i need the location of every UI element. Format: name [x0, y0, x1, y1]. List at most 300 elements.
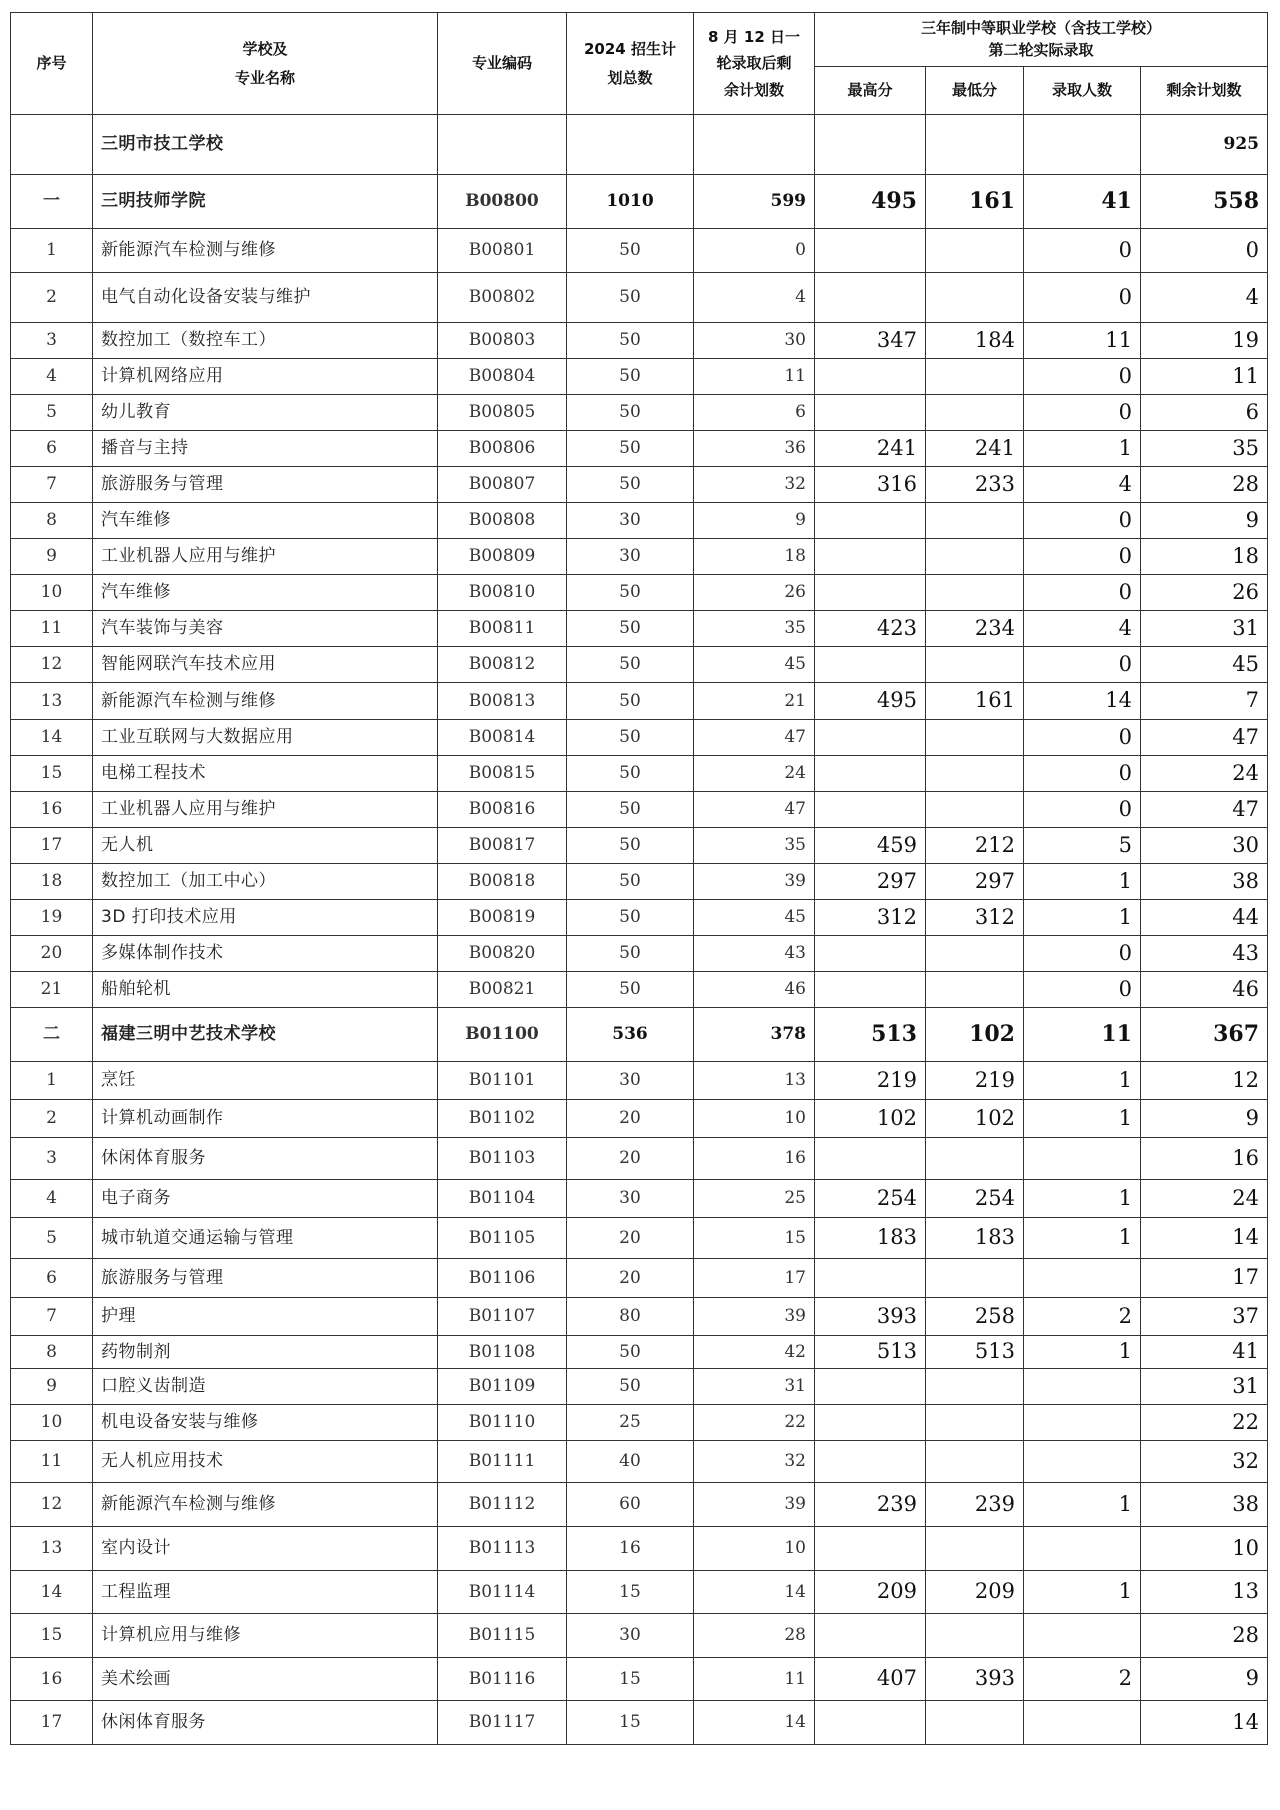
major-name: 无人机应用技术: [93, 1441, 438, 1483]
major-max-score: 254: [815, 1180, 926, 1218]
major-min-score: 513: [926, 1336, 1024, 1369]
major-plan: 20: [567, 1259, 694, 1298]
major-admitted: 0: [1024, 792, 1141, 828]
major-plan: 15: [567, 1571, 694, 1614]
major-seq: 10: [11, 1405, 93, 1441]
major-remain-r1: 30: [694, 323, 815, 359]
major-remain-r1: 45: [694, 647, 815, 683]
city-seq: [11, 115, 93, 175]
major-plan: 50: [567, 900, 694, 936]
major-admitted: 0: [1024, 503, 1141, 539]
major-code: B00809: [438, 539, 567, 575]
major-remaining: 11: [1141, 359, 1268, 395]
major-code: B00821: [438, 972, 567, 1008]
major-row: [11, 273, 1268, 323]
major-name: 美术绘画: [93, 1658, 438, 1701]
major-max-score: [815, 720, 926, 756]
city-admitted: [1024, 115, 1141, 175]
major-row: [11, 1336, 1268, 1369]
major-name: 工业机器人应用与维护: [93, 792, 438, 828]
major-remain-r1: 32: [694, 1441, 815, 1483]
major-plan: 80: [567, 1298, 694, 1336]
major-plan: 30: [567, 1180, 694, 1218]
major-seq: 1: [11, 1062, 93, 1100]
major-remaining: 24: [1141, 1180, 1268, 1218]
major-max-score: [815, 539, 926, 575]
school-code: B01100: [438, 1008, 567, 1062]
major-row: [11, 1138, 1268, 1180]
major-name: 数控加工（加工中心）: [93, 864, 438, 900]
major-remaining: 30: [1141, 828, 1268, 864]
major-min-score: [926, 756, 1024, 792]
major-admitted: 1: [1024, 1062, 1141, 1100]
major-admitted: 1: [1024, 1100, 1141, 1138]
header-name-line1: 学校及: [242, 40, 288, 58]
major-remain-r1: 22: [694, 1405, 815, 1441]
major-row: [11, 1259, 1268, 1298]
city-max: [815, 115, 926, 175]
major-max-score: [815, 1405, 926, 1441]
major-min-score: [926, 720, 1024, 756]
major-code: B00806: [438, 431, 567, 467]
table-body: [11, 115, 1268, 1745]
major-code: B00808: [438, 503, 567, 539]
header-plan-line1: 2024 招生计: [584, 40, 676, 58]
major-min-score: [926, 503, 1024, 539]
city-name: 三明市技工学校: [93, 115, 438, 175]
major-max-score: [815, 395, 926, 431]
major-code: B00804: [438, 359, 567, 395]
major-name: 工业机器人应用与维护: [93, 539, 438, 575]
header-group-line1: 三年制中等职业学校（含技工学校）: [921, 18, 1162, 37]
major-name: 口腔义齿制造: [93, 1369, 438, 1405]
major-name: 新能源汽车检测与维修: [93, 229, 438, 273]
major-plan: 20: [567, 1218, 694, 1259]
header-name-line2: 专业名称: [234, 68, 295, 87]
major-seq: 19: [11, 900, 93, 936]
major-min-score: [926, 395, 1024, 431]
major-admitted: [1024, 1527, 1141, 1571]
major-seq: 11: [11, 1441, 93, 1483]
major-code: B01108: [438, 1336, 567, 1369]
major-plan: 40: [567, 1441, 694, 1483]
major-remain-r1: 43: [694, 936, 815, 972]
major-plan: 20: [567, 1100, 694, 1138]
admission-table: [10, 12, 1268, 1745]
major-min-score: [926, 1441, 1024, 1483]
major-max-score: 347: [815, 323, 926, 359]
major-code: B00801: [438, 229, 567, 273]
major-plan: 50: [567, 467, 694, 503]
major-max-score: [815, 1701, 926, 1745]
major-name: 城市轨道交通运输与管理: [93, 1218, 438, 1259]
header-plan-line2: 划总数: [607, 68, 653, 87]
major-min-score: 212: [926, 828, 1024, 864]
major-admitted: 4: [1024, 611, 1141, 647]
major-name: 休闲体育服务: [93, 1701, 438, 1745]
major-remaining: 37: [1141, 1298, 1268, 1336]
major-min-score: 219: [926, 1062, 1024, 1100]
major-code: B00811: [438, 611, 567, 647]
major-remaining: 17: [1141, 1259, 1268, 1298]
major-admitted: [1024, 1259, 1141, 1298]
major-plan: 50: [567, 1369, 694, 1405]
school-admitted: 41: [1024, 175, 1141, 229]
major-min-score: [926, 359, 1024, 395]
major-row: [11, 1441, 1268, 1483]
major-seq: 1: [11, 229, 93, 273]
major-admitted: 0: [1024, 395, 1141, 431]
major-max-score: 209: [815, 1571, 926, 1614]
major-max-score: [815, 229, 926, 273]
major-row: [11, 972, 1268, 1008]
major-code: B00816: [438, 792, 567, 828]
header-remain-line2: 轮录取后剩: [716, 54, 792, 73]
major-remain-r1: 35: [694, 611, 815, 647]
major-row: [11, 323, 1268, 359]
major-seq: 8: [11, 503, 93, 539]
major-row: [11, 359, 1268, 395]
major-admitted: [1024, 1138, 1141, 1180]
major-remaining: 6: [1141, 395, 1268, 431]
major-name: 旅游服务与管理: [93, 1259, 438, 1298]
header-remain-line1: 8 月 12 日一: [708, 28, 800, 47]
major-row: [11, 1701, 1268, 1745]
major-remain-r1: 4: [694, 273, 815, 323]
major-code: B01113: [438, 1527, 567, 1571]
major-plan: 50: [567, 864, 694, 900]
major-remain-r1: 39: [694, 1298, 815, 1336]
major-seq: 18: [11, 864, 93, 900]
major-plan: 50: [567, 647, 694, 683]
major-remaining: 31: [1141, 1369, 1268, 1405]
major-row: [11, 1527, 1268, 1571]
major-max-score: [815, 359, 926, 395]
major-max-score: [815, 1369, 926, 1405]
major-code: B00805: [438, 395, 567, 431]
major-seq: 12: [11, 647, 93, 683]
major-seq: 6: [11, 431, 93, 467]
school-seq: 二: [11, 1008, 93, 1062]
major-remain-r1: 35: [694, 828, 815, 864]
major-row: [11, 1571, 1268, 1614]
major-remaining: 9: [1141, 503, 1268, 539]
major-code: B01117: [438, 1701, 567, 1745]
major-name: 电气自动化设备安装与维护: [93, 273, 438, 323]
major-seq: 15: [11, 756, 93, 792]
major-admitted: [1024, 1369, 1141, 1405]
major-seq: 13: [11, 1527, 93, 1571]
major-admitted: 0: [1024, 720, 1141, 756]
major-max-score: 513: [815, 1336, 926, 1369]
major-min-score: 234: [926, 611, 1024, 647]
header-name: [93, 13, 438, 115]
major-remain-r1: 31: [694, 1369, 815, 1405]
major-plan: 50: [567, 828, 694, 864]
major-max-score: 423: [815, 611, 926, 647]
major-code: B00814: [438, 720, 567, 756]
major-max-score: 312: [815, 900, 926, 936]
city-code: [438, 115, 567, 175]
major-min-score: [926, 1405, 1024, 1441]
major-name: 旅游服务与管理: [93, 467, 438, 503]
major-plan: 20: [567, 1138, 694, 1180]
major-remain-r1: 25: [694, 1180, 815, 1218]
major-remaining: 9: [1141, 1100, 1268, 1138]
city-plan: [567, 115, 694, 175]
major-admitted: 1: [1024, 1336, 1141, 1369]
major-seq: 3: [11, 323, 93, 359]
major-plan: 50: [567, 683, 694, 720]
major-row: [11, 683, 1268, 720]
major-remain-r1: 13: [694, 1062, 815, 1100]
major-max-score: [815, 792, 926, 828]
major-max-score: [815, 503, 926, 539]
major-code: B01111: [438, 1441, 567, 1483]
major-min-score: [926, 1138, 1024, 1180]
major-min-score: 102: [926, 1100, 1024, 1138]
major-max-score: 316: [815, 467, 926, 503]
major-min-score: 209: [926, 1571, 1024, 1614]
school-name: 三明技师学院: [93, 175, 438, 229]
major-seq: 7: [11, 1298, 93, 1336]
major-remain-r1: 11: [694, 1658, 815, 1701]
major-code: B00819: [438, 900, 567, 936]
major-remain-r1: 47: [694, 720, 815, 756]
school-max-score: 513: [815, 1008, 926, 1062]
major-code: B01103: [438, 1138, 567, 1180]
major-row: [11, 1658, 1268, 1701]
major-seq: 4: [11, 359, 93, 395]
major-min-score: 393: [926, 1658, 1024, 1701]
major-row: [11, 431, 1268, 467]
major-row: [11, 539, 1268, 575]
major-code: B00802: [438, 273, 567, 323]
school-remain-r1: 599: [694, 175, 815, 229]
major-min-score: [926, 1369, 1024, 1405]
school-row: [11, 175, 1268, 229]
major-max-score: [815, 936, 926, 972]
major-admitted: 0: [1024, 359, 1141, 395]
major-plan: 16: [567, 1527, 694, 1571]
major-seq: 2: [11, 273, 93, 323]
major-code: B01110: [438, 1405, 567, 1441]
major-row: [11, 900, 1268, 936]
header-remaining: 剩余计划数: [1141, 67, 1268, 115]
major-row: [11, 611, 1268, 647]
major-max-score: [815, 1527, 926, 1571]
major-code: B01107: [438, 1298, 567, 1336]
major-code: B01105: [438, 1218, 567, 1259]
major-min-score: [926, 575, 1024, 611]
major-remaining: 12: [1141, 1062, 1268, 1100]
major-admitted: [1024, 1614, 1141, 1658]
major-plan: 50: [567, 273, 694, 323]
major-remaining: 24: [1141, 756, 1268, 792]
major-min-score: [926, 936, 1024, 972]
major-remaining: 9: [1141, 1658, 1268, 1701]
major-row: [11, 229, 1268, 273]
major-remaining: 46: [1141, 972, 1268, 1008]
major-admitted: 1: [1024, 864, 1141, 900]
major-seq: 16: [11, 1658, 93, 1701]
major-min-score: [926, 539, 1024, 575]
major-remaining: 38: [1141, 864, 1268, 900]
major-name: 机电设备安装与维修: [93, 1405, 438, 1441]
major-remaining: 35: [1141, 431, 1268, 467]
major-min-score: [926, 1259, 1024, 1298]
major-code: B01112: [438, 1483, 567, 1527]
major-seq: 17: [11, 828, 93, 864]
major-min-score: 258: [926, 1298, 1024, 1336]
major-admitted: [1024, 1441, 1141, 1483]
major-code: B01116: [438, 1658, 567, 1701]
major-remaining: 0: [1141, 229, 1268, 273]
school-plan: 1010: [567, 175, 694, 229]
major-name: 工业互联网与大数据应用: [93, 720, 438, 756]
major-remain-r1: 39: [694, 1483, 815, 1527]
major-admitted: 0: [1024, 575, 1141, 611]
major-remaining: 41: [1141, 1336, 1268, 1369]
major-remaining: 19: [1141, 323, 1268, 359]
major-row: [11, 756, 1268, 792]
major-remaining: 44: [1141, 900, 1268, 936]
major-remain-r1: 10: [694, 1527, 815, 1571]
major-name: 播音与主持: [93, 431, 438, 467]
school-seq: 一: [11, 175, 93, 229]
major-name: 3D 打印技术应用: [93, 900, 438, 936]
city-remaining: 925: [1141, 115, 1268, 175]
major-max-score: 241: [815, 431, 926, 467]
major-seq: 17: [11, 1701, 93, 1745]
major-remain-r1: 42: [694, 1336, 815, 1369]
major-min-score: [926, 1527, 1024, 1571]
major-name: 数控加工（数控车工）: [93, 323, 438, 359]
major-name: 计算机应用与维修: [93, 1614, 438, 1658]
major-row: [11, 1369, 1268, 1405]
major-seq: 5: [11, 1218, 93, 1259]
major-remaining: 31: [1141, 611, 1268, 647]
school-name: 福建三明中艺技术学校: [93, 1008, 438, 1062]
major-seq: 9: [11, 1369, 93, 1405]
major-plan: 50: [567, 431, 694, 467]
header-seq: [11, 13, 93, 115]
school-min-score: 161: [926, 175, 1024, 229]
major-max-score: 239: [815, 1483, 926, 1527]
major-min-score: 254: [926, 1180, 1024, 1218]
school-remaining: 558: [1141, 175, 1268, 229]
major-max-score: 407: [815, 1658, 926, 1701]
major-name: 计算机动画制作: [93, 1100, 438, 1138]
major-min-score: [926, 1701, 1024, 1745]
table-header: [11, 13, 1268, 115]
major-seq: 21: [11, 972, 93, 1008]
major-max-score: [815, 273, 926, 323]
major-seq: 10: [11, 575, 93, 611]
major-plan: 30: [567, 1062, 694, 1100]
major-name: 幼儿教育: [93, 395, 438, 431]
major-remaining: 47: [1141, 720, 1268, 756]
major-row: [11, 828, 1268, 864]
major-code: B00803: [438, 323, 567, 359]
major-max-score: [815, 972, 926, 1008]
major-plan: 50: [567, 936, 694, 972]
major-code: B01109: [438, 1369, 567, 1405]
major-row: [11, 720, 1268, 756]
major-admitted: 0: [1024, 539, 1141, 575]
school-max-score: 495: [815, 175, 926, 229]
major-name: 船舶轮机: [93, 972, 438, 1008]
major-remaining: 32: [1141, 1441, 1268, 1483]
major-remaining: 4: [1141, 273, 1268, 323]
major-max-score: [815, 756, 926, 792]
major-remain-r1: 21: [694, 683, 815, 720]
major-code: B01115: [438, 1614, 567, 1658]
major-name: 电梯工程技术: [93, 756, 438, 792]
major-admitted: 0: [1024, 229, 1141, 273]
major-plan: 50: [567, 395, 694, 431]
major-row: [11, 647, 1268, 683]
school-row: [11, 1008, 1268, 1062]
major-max-score: [815, 1441, 926, 1483]
major-code: B00817: [438, 828, 567, 864]
major-remain-r1: 16: [694, 1138, 815, 1180]
major-remaining: 7: [1141, 683, 1268, 720]
major-remaining: 43: [1141, 936, 1268, 972]
major-admitted: 1: [1024, 1571, 1141, 1614]
major-name: 护理: [93, 1298, 438, 1336]
major-max-score: 219: [815, 1062, 926, 1100]
major-name: 新能源汽车检测与维修: [93, 683, 438, 720]
major-row: [11, 467, 1268, 503]
major-remain-r1: 32: [694, 467, 815, 503]
major-code: B01104: [438, 1180, 567, 1218]
major-name: 休闲体育服务: [93, 1138, 438, 1180]
major-min-score: 184: [926, 323, 1024, 359]
major-row: [11, 792, 1268, 828]
header-code-label: 专业编码: [471, 54, 532, 73]
header-remain-line3: 余计划数: [723, 80, 784, 99]
major-name: 汽车维修: [93, 503, 438, 539]
major-remaining: 22: [1141, 1405, 1268, 1441]
major-code: B00810: [438, 575, 567, 611]
major-seq: 5: [11, 395, 93, 431]
major-remain-r1: 45: [694, 900, 815, 936]
major-row: [11, 575, 1268, 611]
major-plan: 60: [567, 1483, 694, 1527]
major-row: [11, 1298, 1268, 1336]
major-name: 药物制剂: [93, 1336, 438, 1369]
major-remain-r1: 26: [694, 575, 815, 611]
header-seq-label: 序号: [36, 54, 67, 73]
major-min-score: 161: [926, 683, 1024, 720]
major-seq: 13: [11, 683, 93, 720]
major-remain-r1: 10: [694, 1100, 815, 1138]
header-group-line2: 第二轮实际录取: [988, 40, 1094, 59]
city-min: [926, 115, 1024, 175]
major-max-score: 495: [815, 683, 926, 720]
major-min-score: [926, 229, 1024, 273]
city-remain-r1: [694, 115, 815, 175]
header-admitted: 录取人数: [1024, 67, 1141, 115]
major-row: [11, 1405, 1268, 1441]
major-remain-r1: 47: [694, 792, 815, 828]
major-plan: 50: [567, 756, 694, 792]
major-remain-r1: 14: [694, 1571, 815, 1614]
major-remain-r1: 39: [694, 864, 815, 900]
major-plan: 50: [567, 720, 694, 756]
major-max-score: [815, 647, 926, 683]
